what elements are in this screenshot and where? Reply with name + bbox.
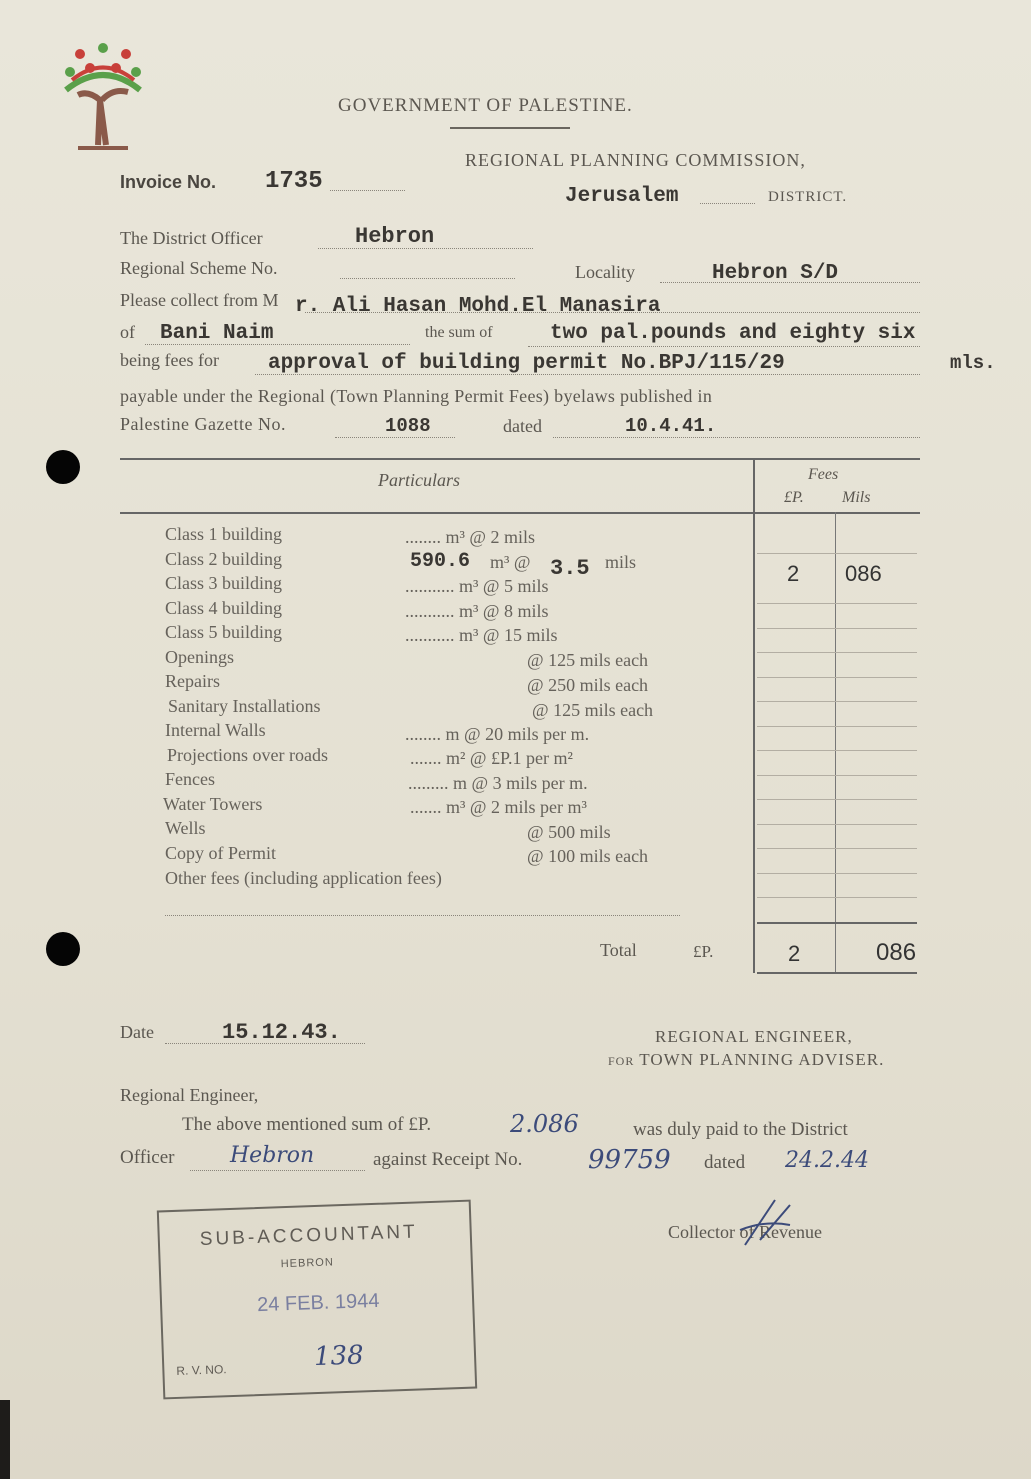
row-rate: @ 250 mils each bbox=[527, 675, 649, 695]
table-top-rule bbox=[120, 458, 920, 460]
fee-row-line bbox=[757, 603, 917, 604]
row-label: Class 5 building bbox=[165, 622, 283, 642]
total-currency: £P. bbox=[693, 942, 714, 961]
of-value: Bani Naim bbox=[160, 322, 274, 345]
collector-label: Collector of Revenue bbox=[668, 1222, 822, 1242]
row-rate: ........ m @ 20 mils per m. bbox=[405, 724, 590, 744]
stamp-rv-label: R. V. NO. bbox=[176, 1362, 227, 1378]
invoice-dots bbox=[330, 190, 405, 191]
fee-row-line bbox=[757, 701, 917, 702]
row-label: Copy of Permit bbox=[165, 843, 276, 863]
total-pounds: 2 bbox=[788, 941, 801, 966]
row-rate: ........... m³ @ 5 mils bbox=[405, 576, 549, 596]
stamp-rv-value: 138 bbox=[313, 1340, 365, 1373]
gazette-label: Palestine Gazette No. bbox=[120, 414, 286, 434]
fee-row-line bbox=[757, 628, 917, 629]
row-label: Fences bbox=[165, 769, 215, 789]
row-rate: @ 500 mils bbox=[527, 822, 611, 842]
row-label: Other fees (including application fees) bbox=[165, 868, 442, 888]
tree-logo-icon bbox=[58, 40, 148, 155]
addressee: Regional Engineer, bbox=[120, 1085, 259, 1105]
row-label: Class 4 building bbox=[165, 598, 283, 618]
sub-accountant-stamp bbox=[157, 1200, 477, 1400]
receipt-number: 99759 bbox=[588, 1145, 671, 1175]
date-value: 15.12.43. bbox=[222, 1020, 341, 1045]
fee-row-line bbox=[757, 677, 917, 678]
district-dots bbox=[700, 203, 755, 204]
fee-row-line bbox=[757, 848, 917, 849]
pounds-header: £P. bbox=[784, 489, 804, 506]
fee-row-line bbox=[757, 553, 917, 554]
row-label: Water Towers bbox=[163, 794, 263, 814]
sum-dots bbox=[528, 346, 920, 347]
paid-amount: 2.086 bbox=[510, 1110, 579, 1138]
row-rate: ....... m² @ £P.1 per m² bbox=[410, 748, 573, 768]
dated-label: dated bbox=[503, 416, 542, 436]
officer-label: Officer bbox=[120, 1147, 175, 1168]
gazette-value: 1088 bbox=[385, 415, 431, 437]
sum-value: two pal.pounds and eighty six bbox=[550, 322, 916, 345]
stamp-title: SUB-ACCOUNTANT bbox=[199, 1221, 419, 1251]
table-header-rule bbox=[120, 512, 920, 514]
officer-signature: Hebron bbox=[230, 1143, 315, 1168]
fee-row-line bbox=[757, 897, 917, 898]
row-label: Class 1 building bbox=[165, 524, 283, 544]
total-mils: 086 bbox=[876, 939, 917, 966]
receipt-date: 24.2.44 bbox=[785, 1148, 869, 1173]
paid-text-2: was duly paid to the District bbox=[633, 1119, 848, 1140]
page-edge bbox=[0, 1400, 10, 1479]
receipt-dated-label: dated bbox=[704, 1152, 746, 1173]
paid-text-1: The above mentioned sum of £P. bbox=[182, 1114, 432, 1135]
row-rate: @ 125 mils each bbox=[527, 650, 649, 670]
stamp-location: HEBRON bbox=[280, 1256, 334, 1271]
receipt-label: against Receipt No. bbox=[373, 1149, 523, 1170]
other-fees-dots bbox=[165, 915, 680, 916]
of-label: of bbox=[120, 322, 135, 342]
class2-rate-unit: mils bbox=[605, 552, 637, 572]
row-rate: @ 100 mils each bbox=[527, 846, 649, 866]
punch-hole-icon bbox=[46, 932, 80, 966]
mils-column-divider bbox=[835, 512, 836, 972]
class2-unit: m³ @ bbox=[490, 552, 531, 572]
total-rule bbox=[757, 922, 917, 924]
collect-label: Please collect from M bbox=[120, 290, 279, 310]
row-label: Internal Walls bbox=[165, 720, 266, 740]
class2-mils: 086 bbox=[845, 561, 882, 586]
fee-row-line bbox=[757, 873, 917, 874]
date-label: Date bbox=[120, 1022, 154, 1042]
row-label: Openings bbox=[165, 647, 234, 667]
district-label: DISTRICT. bbox=[768, 189, 848, 205]
row-label: Class 3 building bbox=[165, 573, 283, 593]
collect-value: r. Ali Hasan Mohd.El Manasira bbox=[295, 295, 661, 318]
fee-row-line bbox=[757, 775, 917, 776]
sum-label: the sum of bbox=[425, 324, 493, 341]
punch-hole-icon bbox=[46, 450, 80, 484]
row-rate: ....... m³ @ 2 mils per m³ bbox=[410, 797, 587, 817]
engineer-subtitle: for TOWN PLANNING ADVISER. bbox=[608, 1050, 885, 1069]
scheme-label: Regional Scheme No. bbox=[120, 258, 278, 278]
row-rate: @ 125 mils each bbox=[532, 700, 654, 720]
locality-value: Hebron S/D bbox=[712, 262, 839, 285]
invoice-number: 1735 bbox=[265, 168, 323, 195]
district-officer-value: Hebron bbox=[355, 224, 435, 249]
fee-row-line bbox=[757, 799, 917, 800]
scheme-dots bbox=[340, 278, 515, 279]
title-underline bbox=[450, 127, 570, 129]
officer-hand-dots bbox=[190, 1170, 365, 1171]
row-rate: ........ m³ @ 2 mils bbox=[405, 527, 535, 547]
invoice-label: Invoice No. bbox=[120, 172, 217, 192]
fee-row-line bbox=[757, 824, 917, 825]
commission-title: REGIONAL PLANNING COMMISSION, bbox=[465, 150, 806, 170]
district-officer-label: The District Officer bbox=[120, 228, 263, 248]
dated-value: 10.4.41. bbox=[625, 415, 717, 437]
district-value: Jerusalem bbox=[565, 185, 679, 208]
particulars-header: Particulars bbox=[378, 470, 461, 490]
row-rate: ......... m @ 3 mils per m. bbox=[408, 773, 588, 793]
fees-header: Fees bbox=[808, 466, 839, 483]
fees-for-value: approval of building permit No.BPJ/115/29 bbox=[268, 352, 785, 375]
locality-label: Locality bbox=[575, 262, 635, 282]
payable-text: payable under the Regional (Town Planning Permit Fees) byelaws published in bbox=[120, 386, 713, 406]
fees-for-label: being fees for bbox=[120, 350, 219, 370]
row-label: Class 2 building bbox=[165, 549, 283, 569]
total-label: Total bbox=[600, 940, 637, 960]
row-label: Wells bbox=[165, 818, 206, 838]
mils-header: Mils bbox=[842, 489, 871, 506]
fee-row-line bbox=[757, 726, 917, 727]
class2-pounds: 2 bbox=[787, 561, 800, 586]
class2-rate: 3.5 bbox=[550, 556, 590, 581]
class2-quantity: 590.6 bbox=[410, 550, 471, 573]
engineer-title: REGIONAL ENGINEER, bbox=[655, 1027, 853, 1046]
row-label: Sanitary Installations bbox=[168, 696, 321, 716]
dated-dots bbox=[553, 437, 920, 438]
mls-suffix: mls. bbox=[950, 352, 996, 374]
fee-row-line bbox=[757, 652, 917, 653]
total-bottom-rule bbox=[757, 972, 917, 974]
government-title: GOVERNMENT OF PALESTINE. bbox=[338, 95, 633, 116]
stamp-date: 24 FEB. 1944 bbox=[256, 1289, 380, 1317]
row-rate: ........... m³ @ 8 mils bbox=[405, 601, 549, 621]
fee-row-line bbox=[757, 750, 917, 751]
collector-signature-icon bbox=[735, 1195, 795, 1250]
row-label: Projections over roads bbox=[167, 745, 328, 765]
row-rate: ........... m³ @ 15 mils bbox=[405, 625, 558, 645]
gazette-dots bbox=[335, 437, 455, 438]
fees-column-divider bbox=[753, 458, 755, 973]
row-label: Repairs bbox=[165, 671, 220, 691]
